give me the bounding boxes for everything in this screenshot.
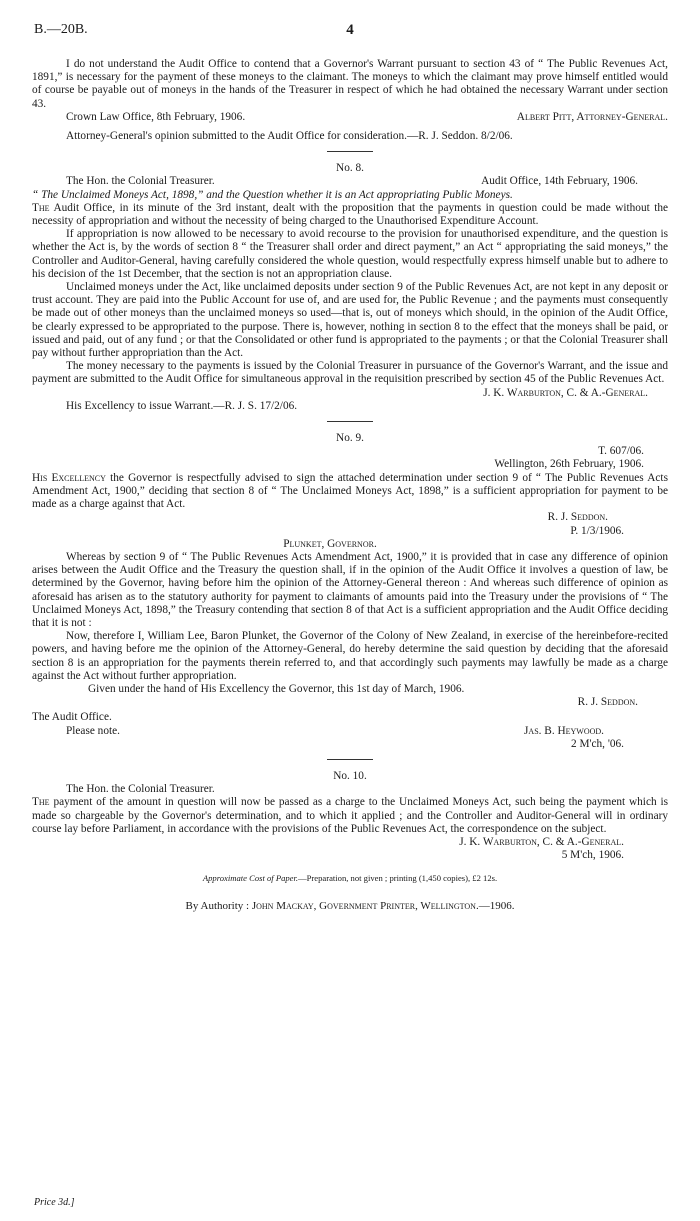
printer-name: John Mackay, Government Printer, Wellington.—1906. (251, 899, 515, 912)
price-label: Price 3d.] (34, 1197, 75, 1208)
signatory-name: R. J. Seddon. (577, 696, 638, 709)
opinion-paragraph: I do not understand the Audit Office to contend that a Governor's Warrant pursuant to section 43 of “ The Public Revenues Act, 1891,” is necessary for the payment of these moneys to the claimant. The moneys to which the claimant may prove himself entitled would of course be payable out of moneys in the hands of the Treasurer in respect of which he had obtained the necessary Warrant under section 43. (32, 58, 668, 110)
letter-8-heading-row (32, 175, 668, 188)
letter-9-paragraph-1 (32, 472, 668, 512)
letter-8-addressee: The Hon. the Colonial Treasurer. (66, 175, 215, 188)
minute-date: 2 M'ch, '06. (570, 737, 624, 750)
letter-9-approval: P. 1/3/1906. (570, 524, 624, 537)
letter-number-9: No. 9. (336, 432, 364, 445)
cost-label: Approximate Cost of Paper. (202, 873, 299, 884)
minute-note: Please note. (66, 724, 120, 737)
opinion-signature-row (32, 111, 668, 124)
cost-line (32, 872, 668, 885)
minute-note-row (32, 725, 668, 738)
authority-label: By Authority : (185, 899, 250, 912)
letter-10-date: 5 M'ch, 1906. (561, 849, 624, 862)
section-divider (327, 759, 373, 760)
letter-9-signatory (32, 511, 668, 524)
determination-given: Given under the hand of His Excellency the Governor, this 1st day of March, 1906. (88, 682, 465, 695)
letter-8-paragraph-2: If appropriation is now allowed to be necessary to avoid recourse to the provision for unauthorised expenditure, and the question is whether the Act is, by the words of section 8 “ the Treasurer shall order and direct payment,” an Act “ appropriating the said moneys,” the Controller and Auditor-General, having carefully considered the whole question, would respectfully express himself unable but to adhere to his decision of the 1st December, that the section is not an appropriation clause. (32, 228, 668, 280)
cost-text: —Preparation, not given ; printing (1,450 copies), £2 12s. (298, 873, 498, 884)
minute-addressee: The Audit Office. (32, 711, 112, 724)
determination-whereas: Whereas by section 9 of “ The Public Revenues Acts Amendment Act, 1900,” it is provided that in case any difference of opinion arises between the Audit Office and the Treasury the question shall, if in the opinion of the Audit Office it involves a question of law, be determined by the Governor, having before him the opinion of the Attorney-General thereon : And whereas such difference of opinion as aforesaid has arisen as to the statutory authority for payment to claimants of amounts paid into the Treasury under the provisions of “ The Unclaimed Moneys Act, 1898,” the Treasury contending that section 8 of that Act is a sufficient appropriation and the Audit Office deciding that it is not : (32, 550, 668, 629)
letter-9-dateline: Wellington, 26th February, 1906. (494, 458, 644, 471)
letter-8-signatory (32, 387, 668, 400)
letter-10-signatory (32, 836, 668, 849)
letter-8-subject: “ The Unclaimed Moneys Act, 1898,” and the Question whether it is an Act appropriating Public Moneys. (32, 188, 513, 201)
page-number: 4 (346, 22, 354, 38)
governor-signature (0, 538, 668, 551)
page-header (34, 22, 666, 40)
lead-word: The (32, 796, 50, 809)
letter-8-paragraph-1 (32, 202, 668, 228)
opinion-signatory: Albert Pitt, Attorney-General. (516, 110, 668, 123)
letter-8-paragraph-4: The money necessary to the payments is issued by the Colonial Treasurer in pursuance of the Governor's Warrant, and the issue and payment are submitted to the Audit Office for simultaneous approval in the requisition prescribed by section 45 of the Public Revenues Act. (32, 360, 668, 386)
opinion-office-date: Crown Law Office, 8th February, 1906. (66, 110, 246, 123)
signatory-name: R. J. Seddon. (547, 511, 608, 524)
paragraph-text: payment of the amount in question will now be passed as a charge to the Unclaimed Moneys Act, such being the payment which is made so chargeable by the Governor's determination, and to which it applied ; and the Controller and Auditor-General will in ordinary course lay before Parliament, in accordance with the provisions of the Public Revenues Act, the correspondence on the subject. (32, 796, 668, 835)
paragraph-text: the Governor is respectfully advised to sign the attached determination under section 9 of “ The Public Revenues Acts Amendment Act, 1900,” deciding that section 8 of “ The Unclaimed Moneys Act, 1898,” is a sufficient appropriation for payment to be made as a charge against that Act. (32, 471, 668, 511)
determination-now-therefore: Now, therefore I, William Lee, Baron Plunket, the Governor of the Colony of New Zealand, in exercise of the hereinbefore-recited powers, and having before me the opinion of the Attorney-General, do hereby determine the said question by deciding that the aforesaid section 8 is an appropriation for the payments therein referred to, and that accordingly such payments may lawfully be made as a charge against the Act without further appropriation. (32, 630, 668, 682)
section-divider (327, 151, 373, 152)
determination-countersign (32, 696, 668, 709)
lead-words: His Excellency (32, 471, 106, 484)
section-divider (327, 421, 373, 422)
signatory-name: J. K. Warburton, C. & A.-General. (483, 386, 648, 399)
document-body (32, 58, 668, 913)
minute-signatory: Jas. B. Heywood. (524, 724, 604, 737)
letter-8-minute: His Excellency to issue Warrant.—R. J. S. 17/2/06. (66, 399, 298, 412)
letter-9-file-ref: T. 607/06. (598, 445, 644, 458)
letter-10-addressee: The Hon. the Colonial Treasurer. (66, 783, 215, 796)
paragraph-text: Audit Office, in its minute of the 3rd instant, dealt with the proposition that the payments in question could be made without the necessity of appropriation and without the necessity of being charged to the Unauthorised Expenditure Account. (32, 201, 669, 228)
governor-name: Plunket, Governor. (283, 537, 377, 550)
letter-10-paragraph (32, 796, 668, 836)
document-reference: B.—20B. (34, 22, 88, 37)
letter-number-10: No. 10. (333, 769, 367, 782)
signatory-name: J. K. Warburton, C. & A.-General. (459, 835, 624, 848)
letter-number-8: No. 8. (336, 162, 364, 175)
lead-word: The (32, 201, 50, 214)
letter-8-dateline: Audit Office, 14th February, 1906. (481, 175, 638, 188)
opinion-minute: Attorney-General's opinion submitted to the Audit Office for consideration.—R. J. Seddon. 8/2/06. (66, 130, 513, 143)
printer-line (32, 900, 668, 913)
letter-8-paragraph-3: Unclaimed moneys under the Act, like unclaimed deposits under section 9 of the Public Revenues Act, are not kept in any deposit or trust account. They are paid into the Public Account for use of, and are used for, the Public Revenue ; and the payments must consequently be made out of other moneys than the unclaimed moneys so used—that is, out of moneys which should, in the opinion of the Audit Office, be clearly expressed to be appropriated to the purpose. There is, however, nothing in section 8 to the effect that the moneys shall be paid, or issued and paid, out of any fund ; or that the Consolidated or other fund is appropriated to the payments ; or that the Colonial Treasurer shall pay without further appropriation than the Act. (32, 281, 668, 360)
